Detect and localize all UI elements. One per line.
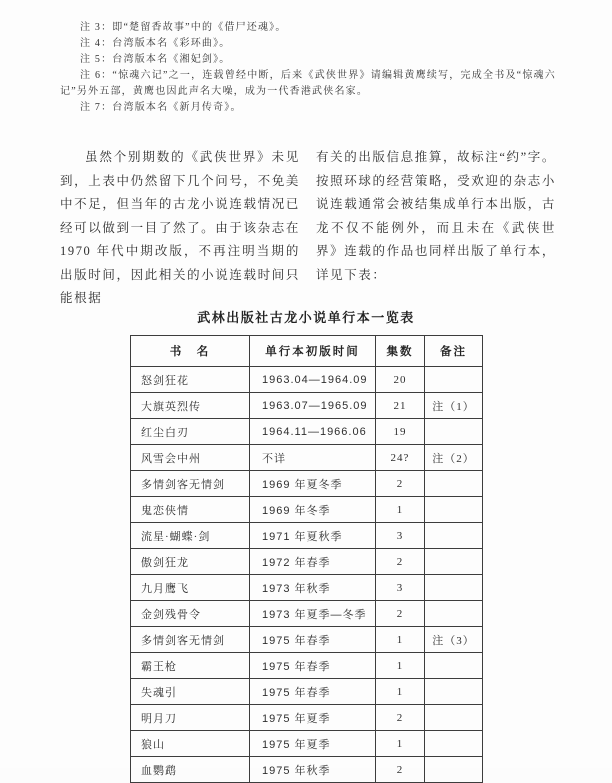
remark-cell (425, 679, 483, 705)
table-row (131, 471, 483, 497)
book-title-cell: 霸王枪 (131, 653, 250, 679)
header-first-edition-date: 单行本初版时间 (250, 336, 376, 367)
book-title-cell: 狼山 (131, 731, 250, 757)
book-title-cell: 傲剑狂龙 (131, 549, 250, 575)
remark-cell (425, 367, 483, 393)
book-title-cell: 多情剑客无情剑 (131, 627, 250, 653)
remark-cell: 注（3） (425, 627, 483, 653)
book-list-table (130, 335, 483, 783)
first-edition-date-cell: 1963.07—1965.09 (250, 393, 376, 419)
volume-count-cell: 20 (376, 367, 425, 393)
footnote-line: 注 3：即“楚留香故事”中的《借尸还魂》。 (80, 22, 287, 33)
remark-cell (425, 653, 483, 679)
first-edition-date-cell: 1963.04—1964.09 (250, 367, 376, 393)
remark-cell: 注（1） (425, 393, 483, 419)
volume-count-cell: 19 (376, 419, 425, 445)
volume-count-cell: 1 (376, 731, 425, 757)
header-remark: 备注 (425, 336, 483, 367)
first-edition-date-cell: 1975 年秋季 (250, 757, 376, 783)
first-edition-date-cell: 1975 年春季 (250, 653, 376, 679)
table-row (131, 731, 483, 757)
first-edition-date-cell: 1975 年夏季 (250, 731, 376, 757)
table-body (131, 367, 483, 783)
table-row (131, 419, 483, 445)
table-row (131, 367, 483, 393)
remark-cell (425, 705, 483, 731)
first-edition-date-cell: 1969 年冬季 (250, 497, 376, 523)
remark-cell (425, 731, 483, 757)
table-row (131, 393, 483, 419)
footnotes (60, 20, 556, 116)
volume-count-cell: 2 (376, 601, 425, 627)
book-title-cell: 鬼恋侠情 (131, 497, 250, 523)
table-title: 武林出版社古龙小说单行本一览表 (197, 310, 415, 325)
table-row (131, 445, 483, 471)
table-row (131, 679, 483, 705)
remark-cell (425, 523, 483, 549)
first-edition-date-cell: 不详 (250, 445, 376, 471)
volume-count-cell: 21 (376, 393, 425, 419)
table-row (131, 601, 483, 627)
footnote-line: 注 4：台湾版本名《彩环曲》。 (80, 38, 231, 49)
first-edition-date-cell: 1969 年夏冬季 (250, 471, 376, 497)
book-title-cell: 失魂引 (131, 679, 250, 705)
table-row (131, 523, 483, 549)
book-title-cell: 红尘白刃 (131, 419, 250, 445)
remark-cell (425, 419, 483, 445)
volume-count-cell: 2 (376, 705, 425, 731)
volume-count-cell: 2 (376, 549, 425, 575)
table-row (131, 653, 483, 679)
volume-count-cell: 3 (376, 575, 425, 601)
footnote-line: 注 6：“惊魂六记”之一，连载曾经中断，后来《武侠世界》请编辑黄鹰续写，完成全书及“惊魂六记”另外五部，黄鹰也因此声名大噪，成为一代香港武侠名家。 (60, 70, 556, 97)
table-row (131, 627, 483, 653)
book-title-cell: 风雪会中州 (131, 445, 250, 471)
paragraph-right-column: 有关的出版信息推算，故标注“约”字。按照环球的经营策略，受欢迎的杂志小说连载通常会被结集成单行本出版，古龙不仅不能例外，而且未在《武侠世界》连载的作品也同样出版了单行本，详见下表： (316, 150, 556, 282)
remark-cell (425, 575, 483, 601)
book-title-cell: 怒剑狂花 (131, 367, 250, 393)
remark-cell (425, 549, 483, 575)
volume-count-cell: 1 (376, 653, 425, 679)
header-book-title: 书 名 (131, 336, 250, 367)
book-title-cell: 多情剑客无情剑 (131, 471, 250, 497)
remark-cell (425, 471, 483, 497)
table-section (0, 308, 612, 783)
footnote-line: 注 5：台湾版本名《湘妃剑》。 (80, 54, 231, 65)
first-edition-date-cell: 1975 年春季 (250, 627, 376, 653)
first-edition-date-cell: 1973 年夏季—冬季 (250, 601, 376, 627)
first-edition-date-cell: 1971 年夏秋季 (250, 523, 376, 549)
remark-cell (425, 757, 483, 783)
remark-cell (425, 601, 483, 627)
remark-cell: 注（2） (425, 445, 483, 471)
book-title-cell: 血鹦鹉 (131, 757, 250, 783)
first-edition-date-cell: 1975 年春季 (250, 679, 376, 705)
first-edition-date-cell: 1972 年春季 (250, 549, 376, 575)
first-edition-date-cell: 1975 年夏季 (250, 705, 376, 731)
book-title-cell: 九月鹰飞 (131, 575, 250, 601)
table-row (131, 549, 483, 575)
book-title-cell: 金剑残骨令 (131, 601, 250, 627)
remark-cell (425, 497, 483, 523)
paragraph-left-column: 虽然个别期数的《武侠世界》未见到，上表中仍然留下几个问号，不免美中不足，但当年的古龙小说连载情况已经可以做到一目了然了。由于该杂志在 1970 年代中期改版，不再注明当期的出版时间，因此相关的小说连载时间只能根据 (60, 150, 300, 305)
volume-count-cell: 1 (376, 627, 425, 653)
table-row (131, 705, 483, 731)
book-title-cell: 流星·蝴蝶·剑 (131, 523, 250, 549)
volume-count-cell: 24? (376, 445, 425, 471)
volume-count-cell: 2 (376, 471, 425, 497)
volume-count-cell: 3 (376, 523, 425, 549)
table-row (131, 757, 483, 783)
volume-count-cell: 1 (376, 497, 425, 523)
footnote-line: 注 7：台湾版本名《新月传奇》。 (80, 102, 242, 113)
body-paragraphs (60, 146, 556, 311)
volume-count-cell: 1 (376, 679, 425, 705)
book-title-cell: 大旗英烈传 (131, 393, 250, 419)
table-row (131, 497, 483, 523)
volume-count-cell: 2 (376, 757, 425, 783)
first-edition-date-cell: 1964.11—1966.06 (250, 419, 376, 445)
book-title-cell: 明月刀 (131, 705, 250, 731)
table-header-row (131, 336, 483, 367)
header-volume-count: 集数 (376, 336, 425, 367)
table-row (131, 575, 483, 601)
first-edition-date-cell: 1973 年秋季 (250, 575, 376, 601)
